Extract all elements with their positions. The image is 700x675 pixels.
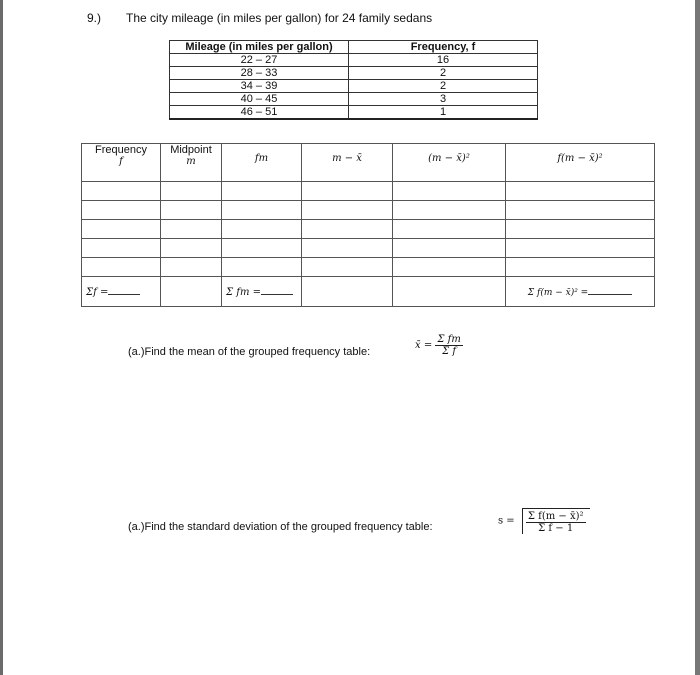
range-cell: 28 – 33 [170, 67, 349, 80]
work-cell[interactable] [161, 201, 222, 220]
sd-fraction [526, 511, 586, 534]
sum-row [82, 277, 655, 307]
work-cell[interactable] [393, 277, 506, 307]
work-cell[interactable] [302, 258, 393, 277]
m-minus-x-label: m − x̄ [332, 153, 362, 164]
work-cell[interactable] [161, 182, 222, 201]
mean-denominator: Σ f [442, 346, 457, 357]
frequency-symbol: f [119, 156, 123, 167]
work-cell[interactable] [302, 239, 393, 258]
mean-formula [415, 334, 463, 357]
work-cell[interactable] [82, 258, 161, 277]
table-header-row [170, 41, 538, 54]
m-minus-x-sq-label: (m − x̄)² [428, 153, 470, 164]
freq-cell: 2 [349, 80, 538, 93]
work-cell[interactable] [506, 220, 655, 239]
sum-f-blank[interactable] [108, 286, 140, 295]
work-cell[interactable] [161, 220, 222, 239]
sd-formula [498, 508, 590, 534]
frequency-label: Frequency [95, 144, 147, 156]
midpoint-label: Midpoint [170, 144, 212, 156]
work-cell[interactable] [506, 258, 655, 277]
work-cell[interactable] [222, 201, 302, 220]
m-minus-x-sq-col-header [393, 144, 506, 182]
fm-col-header [222, 144, 302, 182]
range-cell: 22 – 27 [170, 54, 349, 67]
work-cell[interactable] [302, 182, 393, 201]
work-cell[interactable] [393, 220, 506, 239]
sd-numerator: Σ f(m − x̄)² [527, 511, 584, 522]
work-cell[interactable] [506, 239, 655, 258]
range-cell: 46 – 51 [170, 106, 349, 120]
work-cell[interactable] [161, 277, 222, 307]
right-scrollbar[interactable] [695, 0, 700, 675]
work-cell[interactable] [302, 220, 393, 239]
range-cell: 34 – 39 [170, 80, 349, 93]
f-m-minus-x-sq-col-header [506, 144, 655, 182]
work-cell[interactable] [222, 182, 302, 201]
work-cell[interactable] [82, 220, 161, 239]
left-edge-bar [0, 0, 3, 675]
sqrt-symbol [522, 508, 590, 534]
freq-cell: 3 [349, 93, 538, 106]
work-cell[interactable] [393, 201, 506, 220]
mean-lhs: x̄ = [415, 340, 433, 351]
sum-f-sq-blank[interactable] [588, 286, 632, 295]
work-cell[interactable] [222, 220, 302, 239]
freq-cell: 1 [349, 106, 538, 120]
frequency-header: Frequency, f [349, 41, 538, 54]
sum-fm-label: Σ fm = [226, 286, 261, 298]
work-cell[interactable] [302, 201, 393, 220]
f-m-minus-x-sq-label: f(m − x̄)² [557, 153, 603, 164]
sum-fm-cell[interactable] [222, 277, 302, 307]
table-row [170, 93, 538, 106]
work-cell[interactable] [161, 258, 222, 277]
part-b-question: (a.)Find the standard deviation of the grouped frequency table: [128, 521, 433, 533]
work-cell[interactable] [82, 182, 161, 201]
table-row [170, 54, 538, 67]
sum-fm-blank[interactable] [261, 286, 293, 295]
mileage-header: Mileage (in miles per gallon) [170, 41, 349, 54]
work-cell[interactable] [82, 239, 161, 258]
work-row [82, 220, 655, 239]
table-row [170, 67, 538, 80]
work-row [82, 182, 655, 201]
table-row [170, 80, 538, 93]
work-cell[interactable] [393, 258, 506, 277]
range-cell: 40 – 45 [170, 93, 349, 106]
frequency-col-header [82, 144, 161, 182]
fm-label: fm [254, 153, 269, 164]
part-a-question: (a.)Find the mean of the grouped frequency table: [128, 346, 371, 358]
work-row [82, 258, 655, 277]
sum-f-label: Σf = [86, 286, 109, 298]
work-cell[interactable] [393, 239, 506, 258]
midpoint-col-header [161, 144, 222, 182]
work-cell[interactable] [302, 277, 393, 307]
sum-f-sq-label: Σ f(m − x̄)² = [527, 287, 589, 298]
question-number: 9.) [87, 11, 102, 25]
sum-f-cell[interactable] [82, 277, 161, 307]
mileage-frequency-table [169, 40, 538, 120]
work-cell[interactable] [222, 239, 302, 258]
mean-fraction [435, 334, 462, 357]
sd-denominator: Σ f − 1 [538, 523, 574, 534]
mean-numerator: Σ fm [437, 334, 461, 345]
grouped-frequency-work-table [81, 143, 655, 307]
work-cell[interactable] [222, 258, 302, 277]
work-header-row [82, 144, 655, 182]
freq-cell: 16 [349, 54, 538, 67]
freq-cell: 2 [349, 67, 538, 80]
work-cell[interactable] [393, 182, 506, 201]
midpoint-symbol: m [186, 156, 196, 167]
sum-f-sq-cell[interactable] [506, 277, 655, 307]
work-row [82, 239, 655, 258]
work-row [82, 201, 655, 220]
work-cell[interactable] [82, 201, 161, 220]
m-minus-x-col-header [302, 144, 393, 182]
work-cell[interactable] [506, 201, 655, 220]
sd-lhs: s = [498, 515, 515, 527]
work-cell[interactable] [161, 239, 222, 258]
question-title: The city mileage (in miles per gallon) for 24 family sedans [126, 11, 433, 25]
work-cell[interactable] [506, 182, 655, 201]
table-row [170, 106, 538, 120]
